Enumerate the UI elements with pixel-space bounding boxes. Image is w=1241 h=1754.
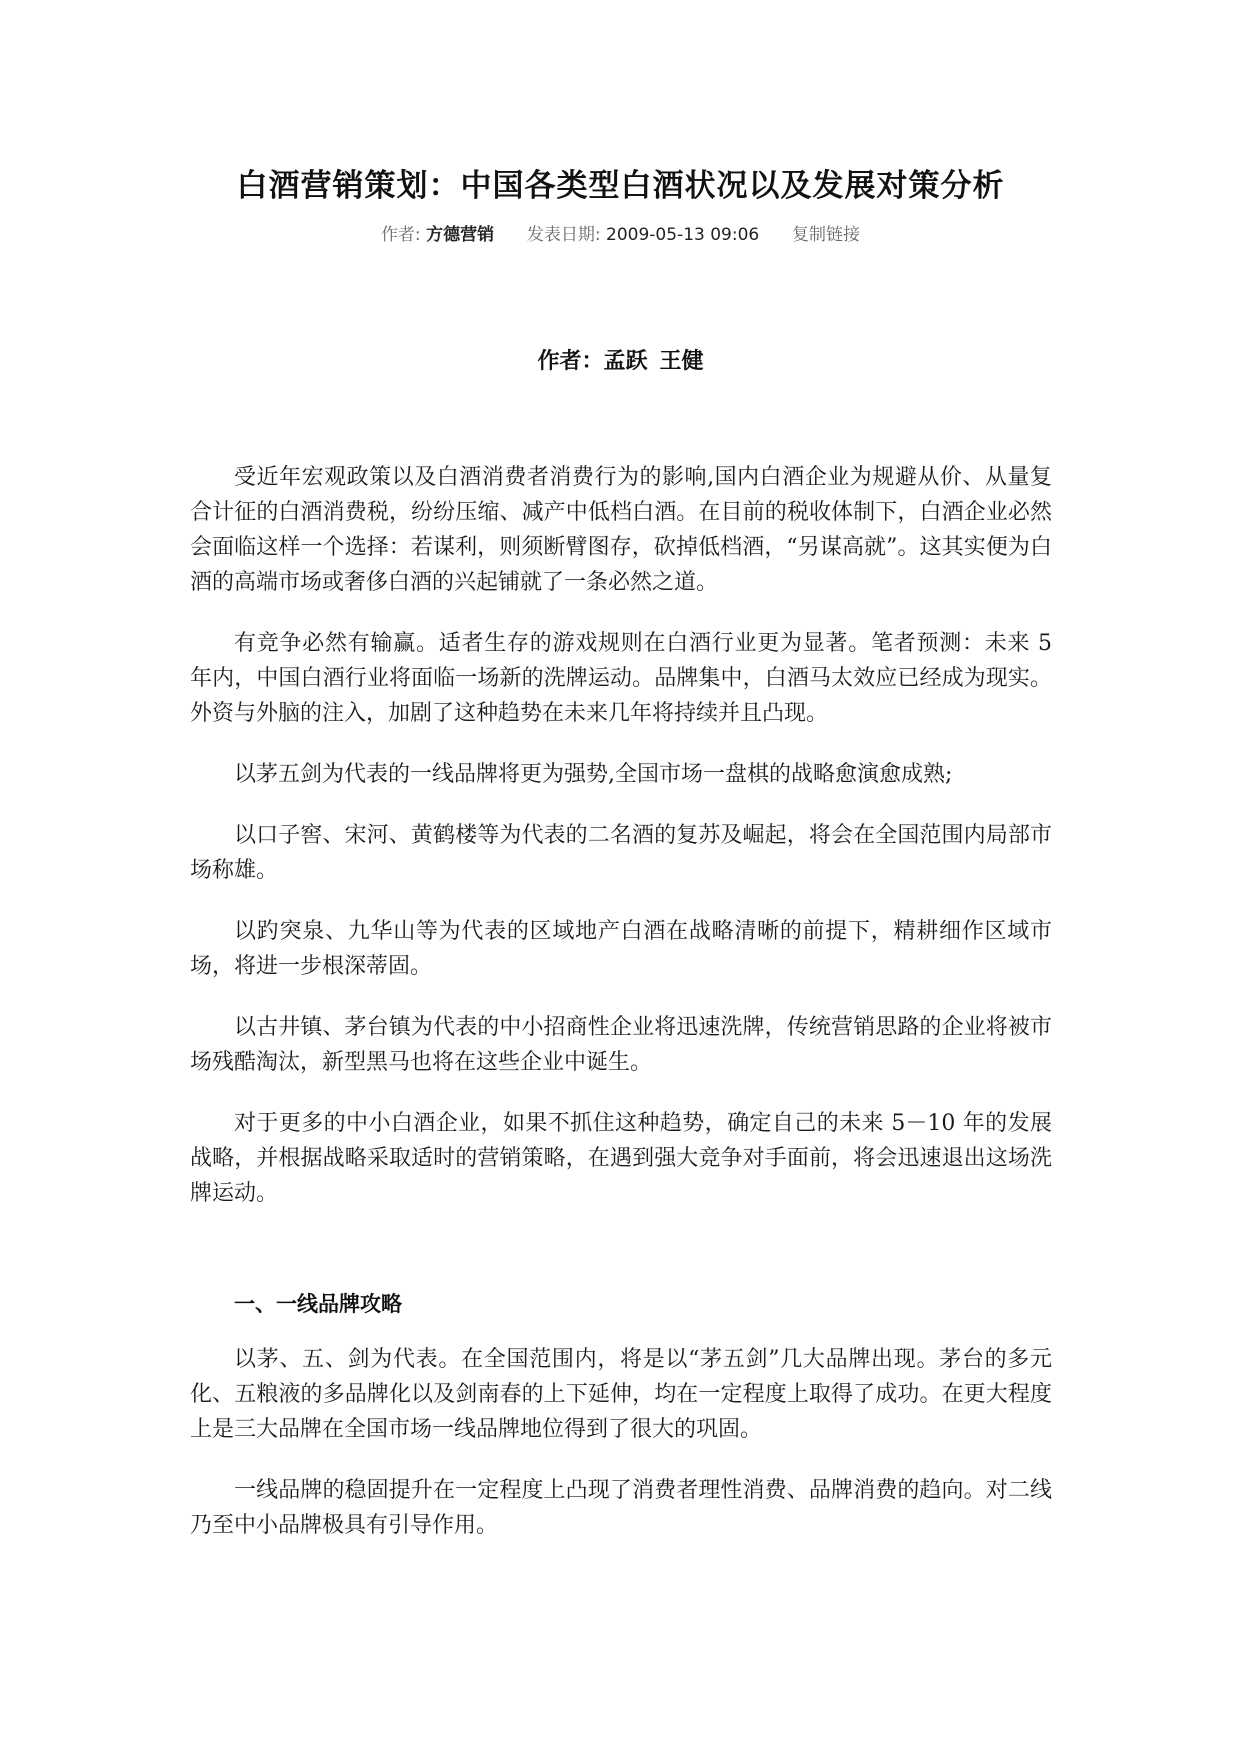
article-meta [0, 220, 1241, 245]
byline-label: 作者：孟跃 [537, 349, 648, 374]
copy-link[interactable]: 复制链接 [792, 225, 861, 245]
byline-second-author: 王健 [659, 349, 704, 374]
article-body [190, 460, 1052, 1569]
paragraph: 以茅五剑为代表的一线品牌将更为强势,全国市场一盘棋的战略愈演愈成熟; [234, 762, 953, 787]
paragraph: 以茅、五、剑为代表。在全国范围内，将是以“茅五剑”几大品牌出现。茅台的多元化、五粮液的多品牌化以及剑南春的上下延伸，均在一定程度上取得了成功。在更大程度上是三大品牌在全国市场一线品牌地位得到了很大的巩固。 [190, 1347, 1052, 1442]
byline [0, 344, 1241, 375]
page-title: 白酒营销策划：中国各类型白酒状况以及发展对策分析 [236, 168, 1005, 204]
author-name: 方德营销 [426, 225, 495, 245]
date-label: 发表日期: [526, 225, 601, 245]
paragraph: 一线品牌的稳固提升在一定程度上凸现了消费者理性消费、品牌消费的趋向。对二线乃至中小品牌极具有引导作用。 [190, 1478, 1052, 1538]
paragraph: 受近年宏观政策以及白酒消费者消费行为的影响,国内白酒企业为规避从价、从量复合计征的白酒消费税，纷纷压缩、减产中低档白酒。在目前的税收体制下，白酒企业必然会面临这样一个选择：若谋利，则须断臂图存，砍掉低档酒，“另谋高就”。这其实便为白酒的高端市场或奢侈白酒的兴起铺就了一条必然之道。 [190, 465, 1052, 595]
paragraph: 以口子窖、宋河、黄鹤楼等为代表的二名酒的复苏及崛起，将会在全国范围内局部市场称雄。 [190, 823, 1052, 883]
paragraph: 有竞争必然有输赢。适者生存的游戏规则在白酒行业更为显著。笔者预测：未来 5 年内，中国白酒行业将面临一场新的洗牌运动。品牌集中，白酒马太效应已经成为现实。外资与外脑的注入，加剧了这种趋势在未来几年将持续并且凸现。 [190, 631, 1052, 726]
paragraph: 以古井镇、茅台镇为代表的中小招商性企业将迅速洗牌，传统营销思路的企业将被市场残酷淘汰，新型黑马也将在这些企业中诞生。 [190, 1015, 1052, 1075]
publish-date: 2009-05-13 09:06 [606, 225, 760, 245]
author-label: 作者: [380, 225, 421, 245]
paragraph: 以趵突泉、九华山等为代表的区域地产白酒在战略清晰的前提下，精耕细作区域市场，将进一步根深蒂固。 [190, 919, 1052, 979]
paragraph: 对于更多的中小白酒企业，如果不抓住这种趋势，确定自己的未来 5－10 年的发展战略，并根据战略采取适时的营销策略，在遇到强大竞争对手面前，将会迅速退出这场洗牌运动。 [190, 1111, 1052, 1206]
section-heading: 一、一线品牌攻略 [234, 1292, 402, 1316]
